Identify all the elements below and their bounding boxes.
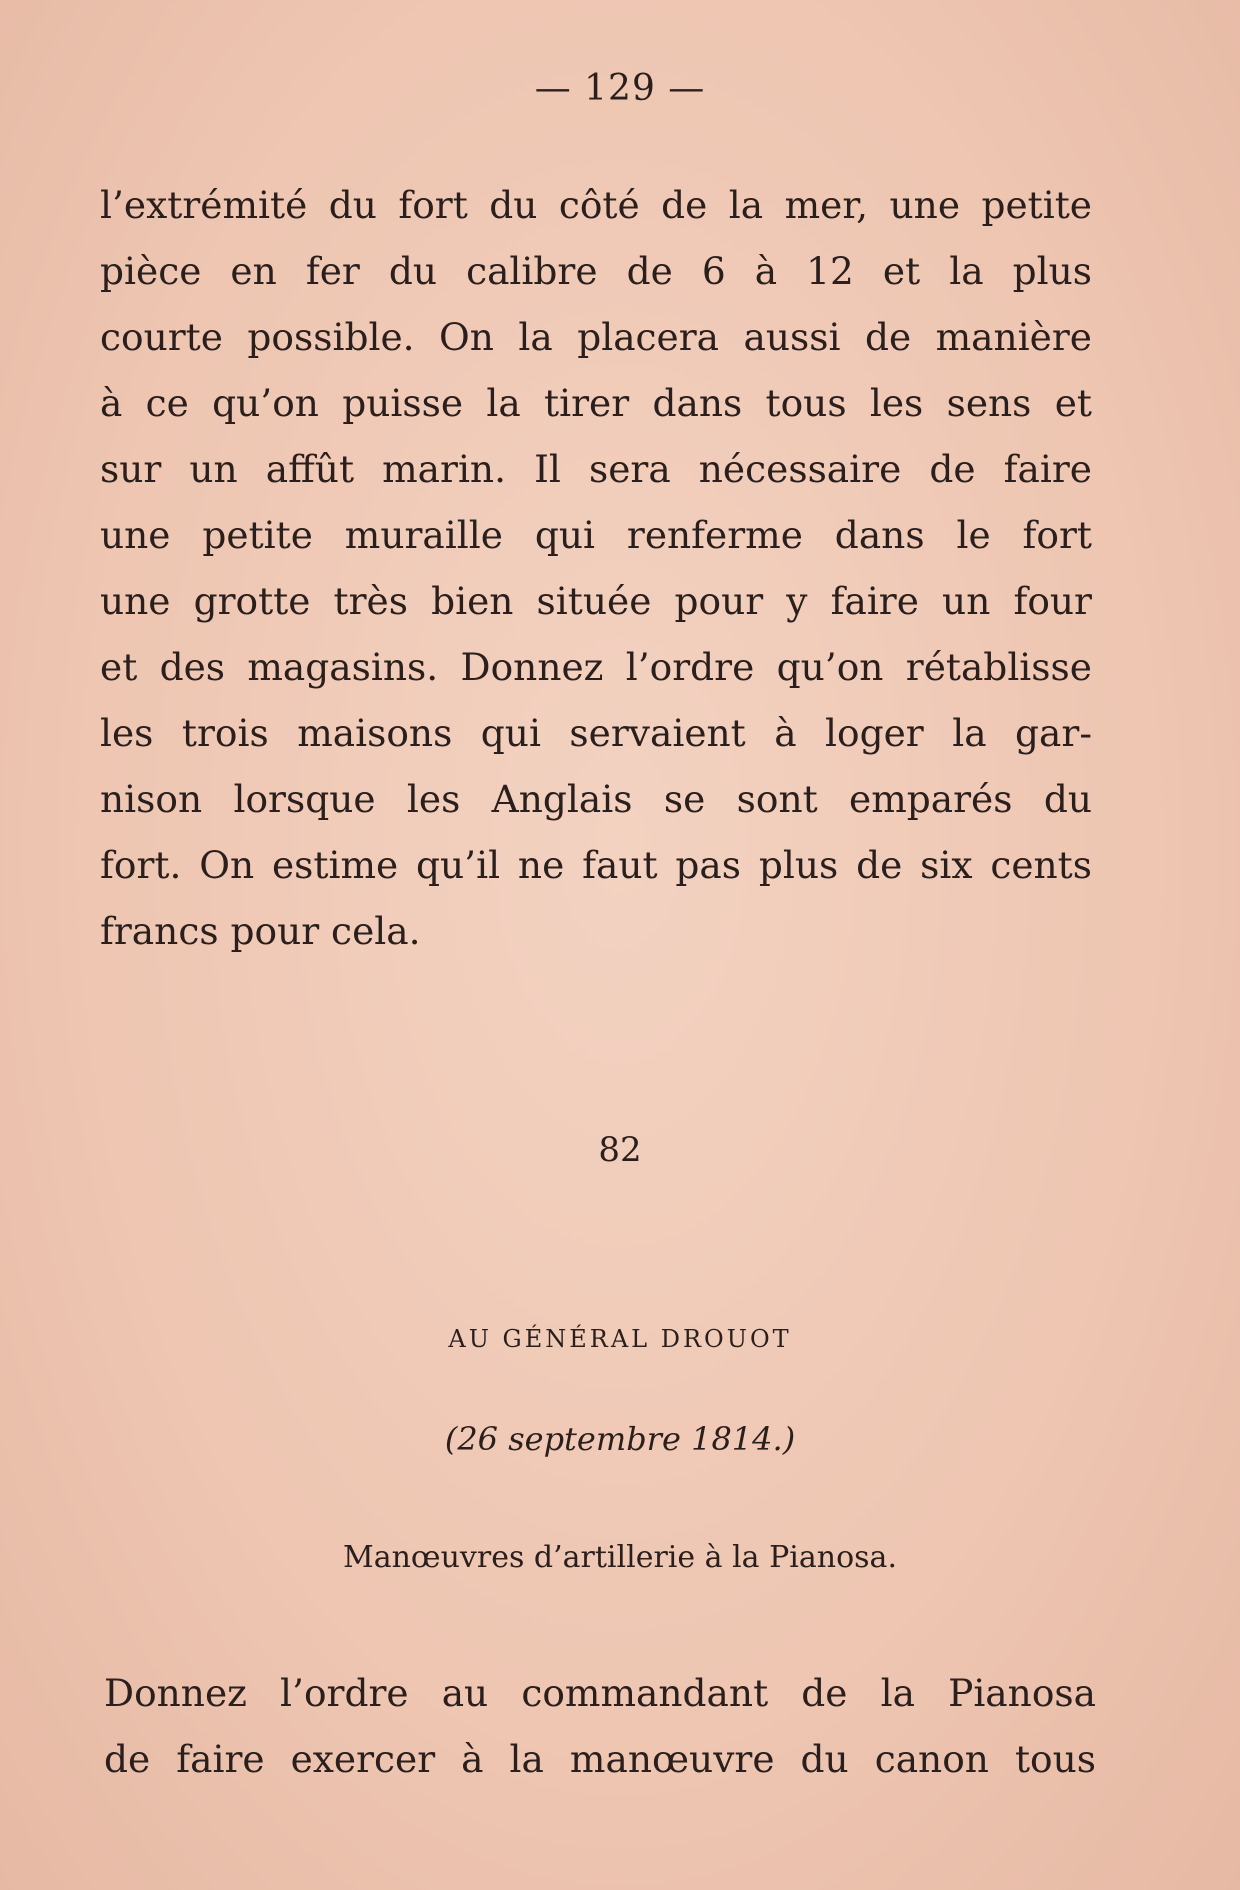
text-line: une grotte très bien située pour y faire un four [100, 579, 1092, 623]
text-line: sur un affût marin. Il sera nécessaire de faire [100, 447, 1092, 491]
text-line: nison lorsque les Anglais se sont emparés du [100, 777, 1092, 821]
text-line: l’extrémité du fort du côté de la mer, une petite [100, 183, 1092, 227]
text-line: Donnez l’ordre au commandant de la Pianosa [104, 1671, 1096, 1715]
text-line: de faire exercer à la manœuvre du canon tous [104, 1737, 1096, 1781]
paragraph-letter-body [104, 1660, 1096, 1792]
text-line: pièce en fer du calibre de 6 à 12 et la plus [100, 249, 1092, 293]
letter-number: 82 [598, 1130, 642, 1170]
text-line: fort. On estime qu’il ne faut pas plus de six cents [100, 843, 1092, 887]
text-line: les trois maisons qui servaient à loger la gar- [100, 711, 1092, 755]
letter-subject: Manœuvres d’artillerie à la Pianosa. [343, 1540, 897, 1575]
paragraph-continued [100, 172, 1092, 964]
letter-recipient: AU GÉNÉRAL DROUOT [448, 1325, 792, 1353]
text-line: et des magasins. Donnez l’ordre qu’on rétablisse [100, 645, 1092, 689]
text-line: courte possible. On la placera aussi de manière [100, 315, 1092, 359]
text-line: francs pour cela. [100, 909, 421, 953]
text-line: une petite muraille qui renferme dans le fort [100, 513, 1092, 557]
page-number: — 129 — [534, 68, 706, 109]
text-line: à ce qu’on puisse la tirer dans tous les sens et [100, 381, 1092, 425]
letter-date: (26 septembre 1814.) [444, 1420, 796, 1458]
